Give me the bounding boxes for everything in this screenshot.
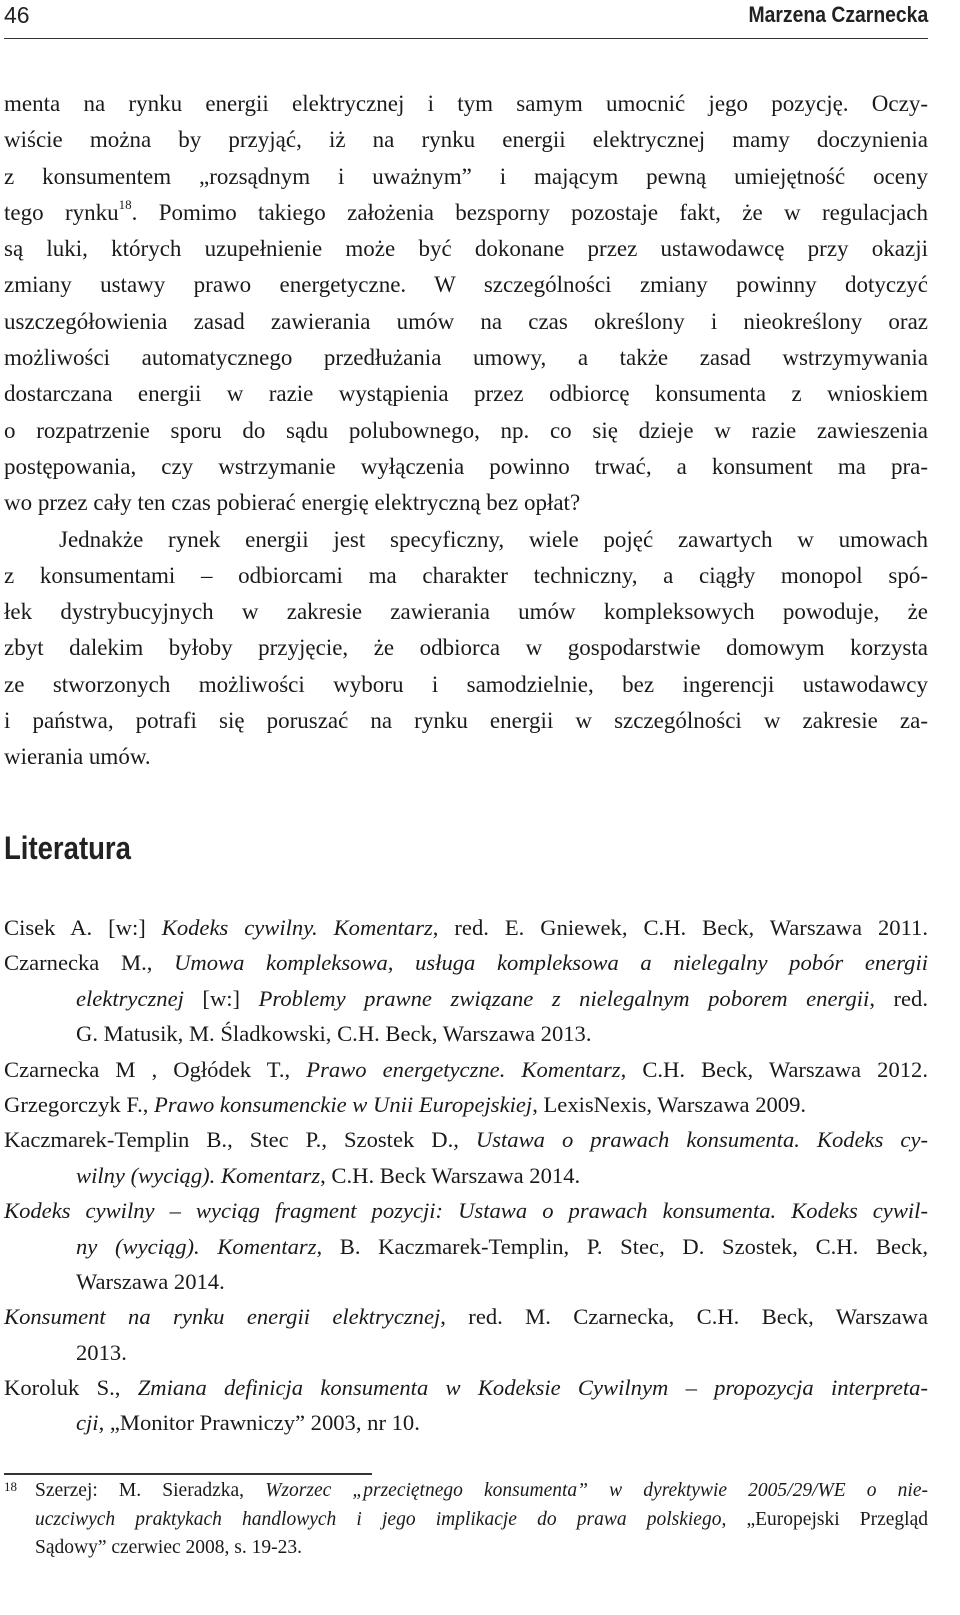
running-header [4, 0, 928, 39]
ref-title: wilny (wyciąg). Komentarz [76, 1162, 321, 1188]
ref-text: [w:] [183, 985, 259, 1011]
reference-line [4, 1405, 928, 1440]
reference-line: 2013. [76, 1339, 127, 1365]
ref-title: Prawo konsumenckie w Unii Europejskiej [154, 1091, 533, 1117]
ref-text: Czarnecka M., [4, 950, 175, 976]
body-line: z konsumentami – odbiorcami ma charakter techniczny, a ciągły monopol spó- [4, 562, 928, 588]
body-line: zbyt dalekim byłoby przyjęcie, że odbiorca w gospodarstwie domowym korzysta [4, 635, 928, 661]
footnote-line [4, 1477, 928, 1506]
reference-line: Warszawa 2014. [76, 1268, 225, 1294]
footnote-number: 18 [4, 1479, 17, 1494]
ref-title: cji [76, 1410, 99, 1436]
body-line: uszczegółowienia zasad zawierania umów na czas określony i nieokreślony oraz [4, 308, 928, 334]
ref-title: Kodeks cywilny – wyciąg fragment pozycji: Ustawa o prawach konsumenta. Kodeks cywil- [4, 1198, 928, 1224]
body-text [4, 86, 928, 776]
ref-title: ny (wyciąg). Komentarz [76, 1233, 317, 1259]
footnote-line [4, 1506, 928, 1535]
body-line: wiście można by przyjąć, iż na rynku energii elektrycznej mamy doczynienia [4, 127, 928, 153]
ref-title: Zmiana definicja konsumenta w Kodeksie Cywilnym – propozycja interpreta- [137, 1375, 928, 1401]
ref-text: , red. M. Czarnecka, C.H. Beck, Warszawa [440, 1304, 929, 1330]
ref-text: , LexisNexis, Warszawa 2009. [532, 1091, 807, 1117]
reference-item [4, 1370, 928, 1441]
ref-text: , C.H. Beck Warszawa 2014. [320, 1162, 581, 1188]
reference-line [4, 1299, 928, 1334]
body-line: menta na rynku energii elektrycznej i tym samym umocnić jego pozycję. Oczy- [4, 91, 928, 116]
ref-text: Grzegorczyk F., [4, 1091, 155, 1117]
body-text-fragment: tego rynku [4, 199, 119, 225]
reference-item [4, 910, 928, 945]
reference-item [4, 1087, 928, 1122]
body-line: postępowania, czy wstrzymanie wyłączenia powinno trwać, a konsument ma pra- [4, 453, 928, 479]
reference-line: G. Matusik, M. Śladkowski, C.H. Beck, Warszawa 2013. [76, 1021, 592, 1047]
footnote-text: , „Europejski Przegląd [721, 1508, 928, 1530]
reference-line [4, 1158, 928, 1193]
ref-title: Kodeks cywilny. Komentarz [161, 915, 433, 940]
body-line: możliwości automatycznego przedłużania umowy, a także zasad wstrzymywania [4, 345, 928, 371]
body-line: ze stworzonych możliwości wyboru i samodzielnie, bez ingerencji ustawodawcy [4, 671, 928, 697]
reference-line [4, 945, 928, 980]
body-line: łek dystrybucyjnych w zakresie zawierania umów kompleksowych powoduje, że [4, 599, 928, 625]
reference-item [4, 1052, 928, 1087]
ref-text: , „Monitor Prawniczy” 2003, nr 10. [98, 1410, 420, 1436]
footnote-text: Szerzej: M. Sieradzka, [35, 1480, 266, 1501]
reference-item [4, 945, 928, 1051]
reference-line [4, 1229, 928, 1264]
footnote [4, 1477, 928, 1563]
body-line: Jednakże rynek energii jest specyficzny, wiele pojęć zawartych w umowach [59, 526, 928, 552]
page-number: 46 [4, 2, 30, 28]
reference-line [4, 981, 928, 1016]
footnote-line: Sądowy” czerwiec 2008, s. 19-23. [35, 1537, 302, 1558]
section-heading: Literatura [4, 830, 131, 866]
body-line: dostarczana energii w razie wystąpienia przez odbiorcę konsumenta z wnioskiem [4, 381, 928, 407]
reference-line [4, 1193, 928, 1228]
body-line: zmiany ustawy prawo energetyczne. W szczególności zmiany powinny dotyczyć [4, 272, 928, 298]
ref-title: elektrycznej [76, 985, 184, 1011]
footnote-separator [4, 1473, 372, 1475]
body-text-fragment: . Pomimo takiego założenia bezsporny pozostaje fakt, że w regulacjach [131, 199, 928, 225]
body-line: wo przez cały ten czas pobierać energię elektryczną bez opłat? [4, 490, 581, 516]
reference-item [4, 1299, 928, 1370]
ref-text: , red. [869, 985, 928, 1011]
ref-text: , B. Kaczmarek-Templin, P. Stec, D. Szostek, C.H. Beck, [316, 1233, 929, 1259]
footnote-reference[interactable]: 18 [118, 197, 132, 213]
body-line: i państwa, potrafi się poruszać na rynku energii w szczególności w zakresie za- [4, 708, 928, 734]
ref-text: , red. E. Gniewek, C.H. Beck, Warszawa 2011. [432, 915, 928, 940]
body-line [4, 195, 928, 231]
body-line: o rozpatrzenie sporu do sądu polubownego, np. co się dzieje w razie zawieszenia [4, 417, 928, 443]
reference-item [4, 1122, 928, 1193]
ref-title: Ustawa o prawach konsumenta. Kodeks cy- [475, 1127, 928, 1153]
body-line: z konsumentem „rozsądnym i uważnym” i mającym pewną umiejętność oceny [4, 163, 928, 189]
reference-item [4, 1193, 928, 1299]
reference-line [4, 1087, 928, 1122]
body-line: są luki, których uzupełnienie może być dokonane przez ustawodawcę przy okazji [4, 236, 928, 262]
ref-text: Cisek A. [w:] [4, 915, 162, 940]
reference-list [4, 910, 928, 1441]
footnote-title: Wzorzec „przeciętnego konsumenta” w dyrektywie 2005/29/WE o nie- [265, 1480, 928, 1501]
reference-line [4, 1052, 928, 1087]
ref-text: Czarnecka M , Ogłódek T., [4, 1056, 307, 1082]
ref-text: Kaczmarek-Templin B., Stec P., Szostek D., [4, 1127, 476, 1153]
running-head-author: Marzena Czarnecka [748, 2, 928, 27]
ref-title: Problemy prawne związane z nielegalnym poborem energii [258, 985, 870, 1011]
reference-line [4, 1122, 928, 1157]
ref-title: Prawo energetyczne. Komentarz [306, 1056, 621, 1082]
ref-text: Koroluk S., [4, 1375, 138, 1401]
ref-title: Umowa kompleksowa, usługa kompleksowa a nielegalny pobór energii [174, 950, 928, 976]
reference-line [4, 1370, 928, 1405]
reference-line [4, 910, 928, 945]
ref-title: Konsument na rynku energii elektrycznej [4, 1304, 441, 1330]
ref-text: , C.H. Beck, Warszawa 2012. [620, 1056, 928, 1082]
footnote-title: uczciwych praktykach handlowych i jego implikacje do prawa polskiego [35, 1508, 722, 1530]
body-line: wierania umów. [4, 744, 151, 770]
